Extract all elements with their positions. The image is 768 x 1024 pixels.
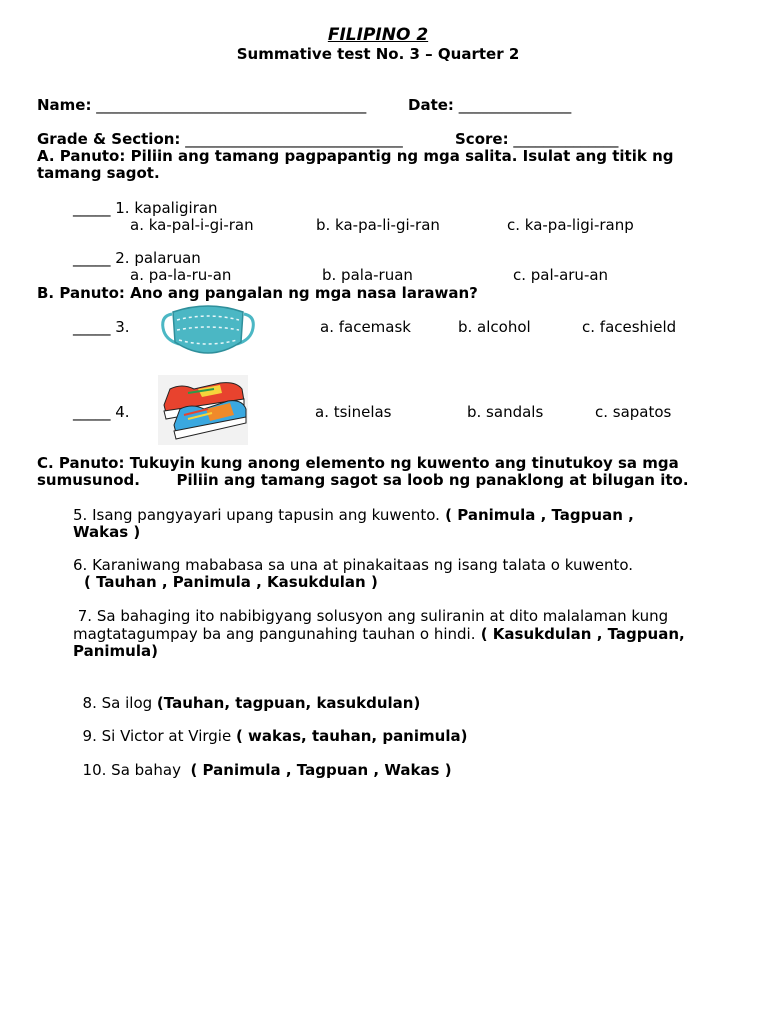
question-9: [73, 709, 467, 745]
q7-text: magtatagumpay ba ang pangunahing tauhan o hindi.: [73, 625, 476, 643]
q9-choices[interactable]: ( wakas, tauhan, panimula): [235, 727, 468, 745]
q3-option-a: a. facemask: [320, 318, 411, 336]
q8-choices[interactable]: (Tauhan, tagpuan, kasukdulan): [156, 694, 421, 712]
section-c-instruction-1: C. Panuto: Tukuyin kung anong elemento ng kuwento ang tinutukoy sa mga: [37, 454, 679, 472]
question-6: 6. Karaniwang mababasa sa una at pinakaitaas ng isang talata o kuwento.: [73, 556, 634, 574]
q2-option-c: c. pal-aru-an: [513, 266, 609, 284]
score-row: [455, 130, 618, 148]
grade-blank[interactable]: _____________________________: [185, 130, 403, 148]
shoes-icon: [158, 375, 248, 445]
question-10: [73, 743, 452, 779]
q2-option-a: a. pa-la-ru-an: [130, 266, 232, 284]
q1-option-c: c. ka-pa-ligi-ranp: [507, 216, 634, 234]
question-3: _____ 3.: [73, 318, 130, 336]
question-5: [73, 506, 634, 524]
page-title: FILIPINO 2: [327, 25, 429, 45]
grade-label: Grade & Section:: [37, 130, 181, 148]
page-subtitle: Summative test No. 3 – Quarter 2: [236, 45, 520, 63]
section-a-instruction-2: tamang sagot.: [37, 164, 160, 182]
name-row: [37, 96, 366, 114]
q3-option-b: b. alcohol: [458, 318, 531, 336]
q4-option-b: b. sandals: [467, 403, 544, 421]
shoes-image: [158, 375, 248, 445]
score-blank[interactable]: ______________: [513, 130, 619, 148]
date-label: Date:: [408, 96, 454, 114]
q7-choices-cont[interactable]: Panimula): [73, 642, 158, 660]
q2-option-b: b. pala-ruan: [322, 266, 413, 284]
facemask-image: [155, 302, 261, 360]
question-7: 7. Sa bahaging ito nabibigyang solusyon ang suliranin at dito malalaman kung: [73, 607, 669, 625]
q1-option-a: a. ka-pal-i-gi-ran: [130, 216, 254, 234]
name-blank[interactable]: ____________________________________: [96, 96, 367, 114]
q9-text: 9. Si Victor at Virgie: [82, 727, 236, 745]
name-label: Name:: [37, 96, 92, 114]
question-7-cont: [73, 625, 685, 643]
score-label: Score:: [455, 130, 509, 148]
q4-option-a: a. tsinelas: [315, 403, 392, 421]
q10-text: 10. Sa bahay: [82, 761, 191, 779]
question-1: _____ 1. kapaligiran: [73, 199, 218, 217]
date-blank[interactable]: _______________: [458, 96, 572, 114]
question-8: [73, 676, 420, 712]
question-2: _____ 2. palaruan: [73, 249, 201, 267]
q10-choices[interactable]: ( Panimula , Tagpuan , Wakas ): [190, 761, 452, 779]
q4-option-c: c. sapatos: [595, 403, 672, 421]
q7-choices[interactable]: ( Kasukdulan , Tagpuan,: [475, 625, 685, 643]
date-row: [408, 96, 571, 114]
section-c-instruction-2: sumusunod. Piliin ang tamang sagot sa loob ng panaklong at bilugan ito.: [37, 471, 689, 489]
question-4: _____ 4.: [73, 403, 130, 421]
q5-text: 5. Isang pangyayari upang tapusin ang kuwento.: [73, 506, 440, 524]
grade-row: [37, 130, 403, 148]
section-b-instruction: B. Panuto: Ano ang pangalan ng mga nasa larawan?: [37, 284, 478, 302]
q6-choices[interactable]: ( Tauhan , Panimula , Kasukdulan ): [84, 573, 378, 591]
q8-text: 8. Sa ilog: [82, 694, 157, 712]
q5-choices-cont[interactable]: Wakas ): [73, 523, 141, 541]
facemask-icon: [155, 302, 261, 360]
q5-choices[interactable]: ( Panimula , Tagpuan ,: [439, 506, 634, 524]
q3-option-c: c. faceshield: [582, 318, 677, 336]
q1-option-b: b. ka-pa-li-gi-ran: [316, 216, 440, 234]
section-a-instruction-1: A. Panuto: Piliin ang tamang pagpapantig ng mga salita. Isulat ang titik ng: [37, 147, 674, 165]
